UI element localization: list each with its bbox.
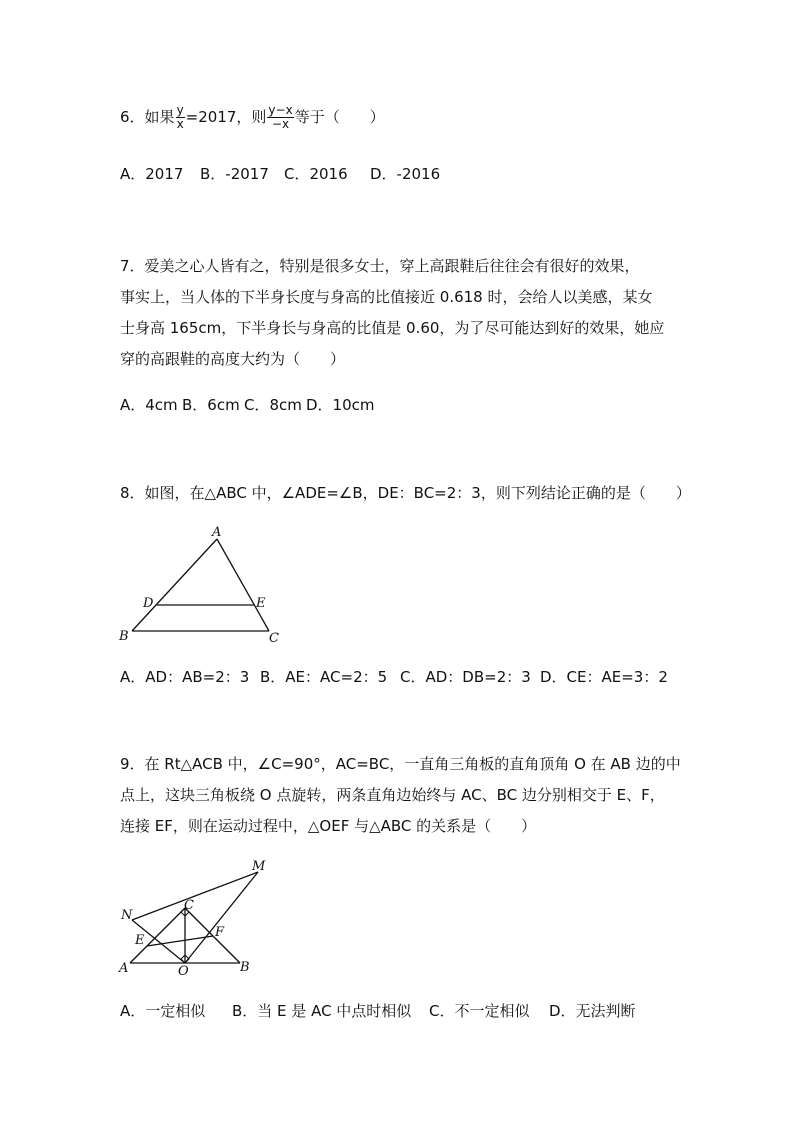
label-a: A — [119, 961, 129, 976]
label-a: A — [212, 525, 222, 540]
label-b: B — [240, 960, 250, 975]
fraction-denominator: −x — [271, 117, 290, 131]
option-a[interactable]: A．一定相似 — [120, 1002, 206, 1020]
question-7-line-1: 7．爱美之心人皆有之，特别是很多女士，穿上高跟鞋后往往会有很好的效果， — [120, 257, 640, 275]
rotating-triangle-figure — [112, 856, 282, 978]
segment-ac — [217, 539, 269, 631]
segment-ab — [132, 539, 217, 631]
option-d[interactable]: D．10cm — [306, 396, 375, 414]
label-e: E — [256, 596, 266, 611]
question-8-options — [120, 667, 668, 687]
option-c[interactable]: C．2016 — [284, 165, 348, 183]
option-d[interactable]: D．-2016 — [370, 165, 441, 183]
option-d[interactable]: D．CE：AE=3：2 — [540, 668, 668, 686]
triangle-abc-figure — [112, 522, 292, 647]
question-9-line-1: 9．在 Rt△ACB 中，∠C=90°，AC=BC，一直角三角板的直角顶角 O 在 AB 边的中 — [120, 755, 681, 773]
fraction-denominator: x — [176, 117, 184, 131]
label-d: D — [143, 596, 154, 611]
option-d[interactable]: D．无法判断 — [549, 1002, 636, 1020]
question-6-prefix: 如果 — [144, 108, 175, 126]
question-8-stem: 8．如图，在△ABC 中，∠ADE=∠B，DE：BC=2：3，则下列结论正确的是（ ） — [120, 484, 691, 502]
label-c: C — [269, 631, 279, 646]
option-b[interactable]: B．6cm — [182, 396, 240, 414]
label-b: B — [119, 629, 129, 644]
option-a[interactable]: A．4cm — [120, 396, 178, 414]
fraction-numerator: y−x — [268, 103, 293, 117]
option-c[interactable]: C．8cm — [244, 396, 302, 414]
question-6-middle: =2017，则 — [185, 108, 267, 126]
option-a[interactable]: A．AD：AB=2：3 — [120, 668, 250, 686]
label-e: E — [135, 933, 145, 948]
option-b[interactable]: B．AE：AC=2：5 — [260, 668, 388, 686]
question-6-number: 6． — [120, 108, 145, 126]
fraction-numerator: y — [176, 103, 184, 117]
question-9-line-2: 点上，这块三角板绕 O 点旋转，两条直角边始终与 AC、BC 边分别相交于 E、F， — [120, 786, 665, 804]
question-6-options — [120, 164, 440, 184]
fraction-y-over-x — [176, 104, 185, 131]
question-9-line-3: 连接 EF，则在运动过程中，△OEF 与△ABC 的关系是（ ） — [120, 817, 537, 835]
fraction-yminusx-over-minusx — [267, 104, 293, 131]
label-o: O — [178, 964, 189, 978]
option-b[interactable]: B．-2017 — [200, 165, 269, 183]
option-a[interactable]: A．2017 — [120, 165, 184, 183]
question-7-line-2: 事实上，当人体的下半身长度与身高的比值接近 0.618 时，会给人以美感，某女 — [120, 288, 653, 306]
question-9-options — [120, 1001, 636, 1021]
option-c[interactable]: C．AD：DB=2：3 — [400, 668, 531, 686]
question-7-line-4: 穿的高跟鞋的高度大约为（ ） — [120, 350, 346, 368]
option-c[interactable]: C．不一定相似 — [429, 1002, 530, 1020]
label-n: N — [121, 908, 133, 923]
question-7-line-3: 士身高 165cm，下半身长与身高的比值是 0.60，为了尽可能达到好的效果，她应 — [120, 319, 665, 337]
label-f: F — [215, 925, 225, 940]
option-b[interactable]: B．当 E 是 AC 中点时相似 — [232, 1002, 412, 1020]
label-m: M — [252, 859, 266, 874]
label-c: C — [184, 898, 194, 913]
question-7-options — [120, 395, 375, 415]
question-6-suffix: 等于（ ） — [294, 108, 385, 126]
question-6-stem — [120, 104, 385, 131]
